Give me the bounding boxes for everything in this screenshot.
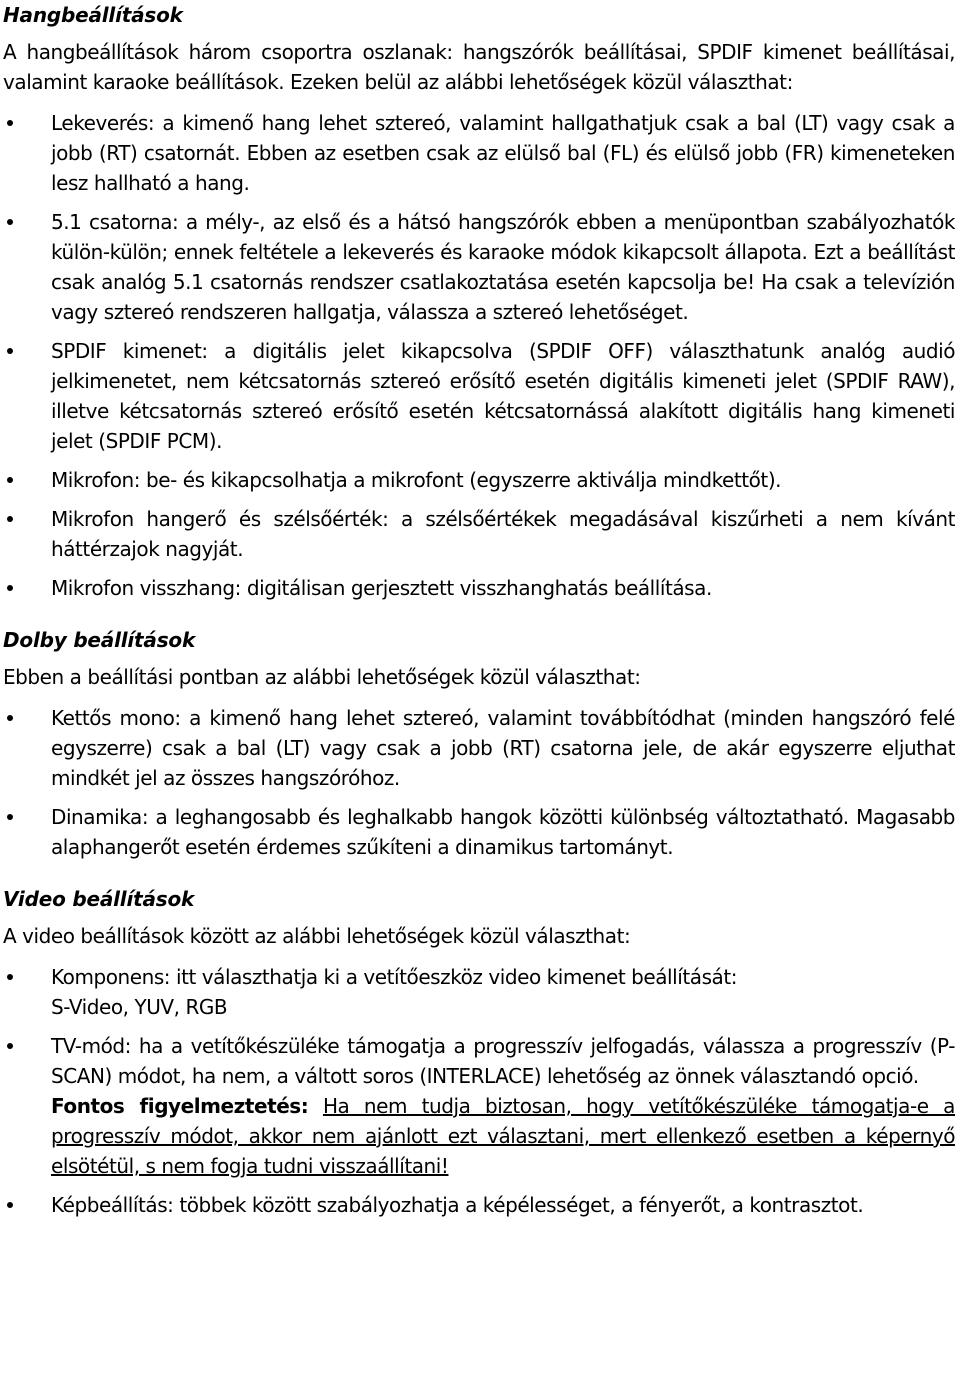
- list-item-text: 5.1 csatorna: a mély-, az első és a hátsó hangszórók ebben a menüpontban szabályozhatók külön-külön; ennek feltétele a lekeverés és karaoke módok kikapcsolt állapota. Ezt a beállítást csak analóg 5.1 csatornás rendszer csatlakoztatása esetén kapcsolja be! Ha csak a televízión vagy sztereó rendszeren hallgatja, válassza a sztereó lehetőséget.: [51, 210, 955, 324]
- list-item-text: Komponens: itt választhatja ki a vetítőeszköz video kimenet beállítását:: [51, 965, 738, 989]
- warning-label: Fontos figyelmeztetés:: [51, 1094, 309, 1118]
- dolby-settings-heading: Dolby beállítások: [3, 628, 196, 652]
- list-item-text: Képbeállítás: többek között szabályozhatja a képélességet, a fényerőt, a kontrasztot.: [51, 1193, 864, 1217]
- list-item-text: Mikrofon hangerő és szélsőérték: a szélsőértékek megadásával kiszűrheti a nem kívánt háttérzajok nagyját.: [51, 507, 955, 561]
- list-item-text: Lekeverés: a kimenő hang lehet sztereó, valamint hallgathatjuk csak a bal (LT) vagy csak a jobb (RT) csatornát. Ebben az esetben csak az elülső bal (FL) és elülső jobb (FR) kimeneteken lesz hallható a hang.: [51, 111, 955, 195]
- list-item-text-continued: S-Video, YUV, RGB: [51, 995, 228, 1019]
- list-item-text: SPDIF kimenet: a digitális jelet kikapcsolva (SPDIF OFF) választhatunk analóg audió jelkimenetet, nem kétcsatornás sztereó erősítő esetén digitális kimeneti jelet (SPDIF RAW), illetve kétcsatornás sztereó erősítő esetén kétcsatornássá alakított digitális hang kimeneti jelet (SPDIF PCM).: [51, 339, 955, 453]
- list-item-text: Mikrofon: be- és kikapcsolhatja a mikrofont (egyszerre aktiválja mindkettőt).: [51, 468, 782, 492]
- list-item-text: Dinamika: a leghangosabb és leghalkabb hangok közötti különbség változtatható. Magasabb alaphangerőt esetén érdemes szűkíteni a dinamikus tartományt.: [51, 805, 955, 859]
- bullet-icon: [7, 1043, 13, 1049]
- dolby-settings-intro: Ebben a beállítási pontban az alábbi lehetőségek közül választhat:: [3, 665, 641, 689]
- bullet-icon: [7, 1202, 13, 1208]
- list-item: [3, 504, 955, 564]
- dolby-settings-list: [3, 703, 955, 862]
- list-item: [3, 962, 955, 1022]
- list-item: [3, 108, 955, 198]
- list-item-text: Kettős mono: a kimenő hang lehet sztereó, valamint továbbítódhat (minden hangszóró felé egyszerre) csak a bal (LT) vagy csak a jobb (RT) csatorna jele, de akár egyszerre eljuthat mindkét jel az összes hangszóróhoz.: [51, 706, 955, 790]
- bullet-icon: [7, 814, 13, 820]
- bullet-icon: [7, 585, 13, 591]
- list-item-text: Mikrofon visszhang: digitálisan gerjesztett visszhanghatás beállítása.: [51, 576, 712, 600]
- warning-text: Ha nem tudja biztosan, hogy vetítőkészüléke támogatja-e a progresszív módot, akkor nem ajánlott ezt választani, mert ellenkező esetben a képernyő elsötétül, s nem fogja tudni visszaállítani!: [51, 1094, 955, 1178]
- list-item: [3, 703, 955, 793]
- bullet-icon: [7, 516, 13, 522]
- bullet-icon: [7, 219, 13, 225]
- list-item: [3, 1031, 955, 1181]
- list-item: [3, 802, 955, 862]
- bullet-icon: [7, 715, 13, 721]
- document-page: [3, 0, 955, 1229]
- bullet-icon: [7, 348, 13, 354]
- bullet-icon: [7, 974, 13, 980]
- bullet-icon: [7, 477, 13, 483]
- list-item-text: TV-mód: ha a vetítőkészüléke támogatja a progresszív jelfogadás, válassza a progresszív (P-SCAN) módot, ha nem, a váltott soros (INTERLACE) lehetőség az önnek választandó opció.: [51, 1034, 955, 1088]
- sound-settings-heading: Hangbeállítások: [3, 3, 183, 27]
- sound-settings-intro: A hangbeállítások három csoportra oszlanak: hangszórók beállításai, SPDIF kimenet beállításai, valamint karaoke beállítások. Ezeken belül az alábbi lehetőségek közül választhat:: [3, 40, 955, 94]
- list-item: [3, 207, 955, 327]
- sound-settings-list: [3, 108, 955, 603]
- list-item: [3, 1190, 955, 1220]
- list-item: [3, 573, 955, 603]
- video-settings-intro: A video beállítások között az alábbi lehetőségek közül választhat:: [3, 924, 631, 948]
- list-item: [3, 336, 955, 456]
- video-settings-heading: Video beállítások: [3, 887, 195, 911]
- list-item: [3, 465, 955, 495]
- video-settings-list: [3, 962, 955, 1220]
- bullet-icon: [7, 120, 13, 126]
